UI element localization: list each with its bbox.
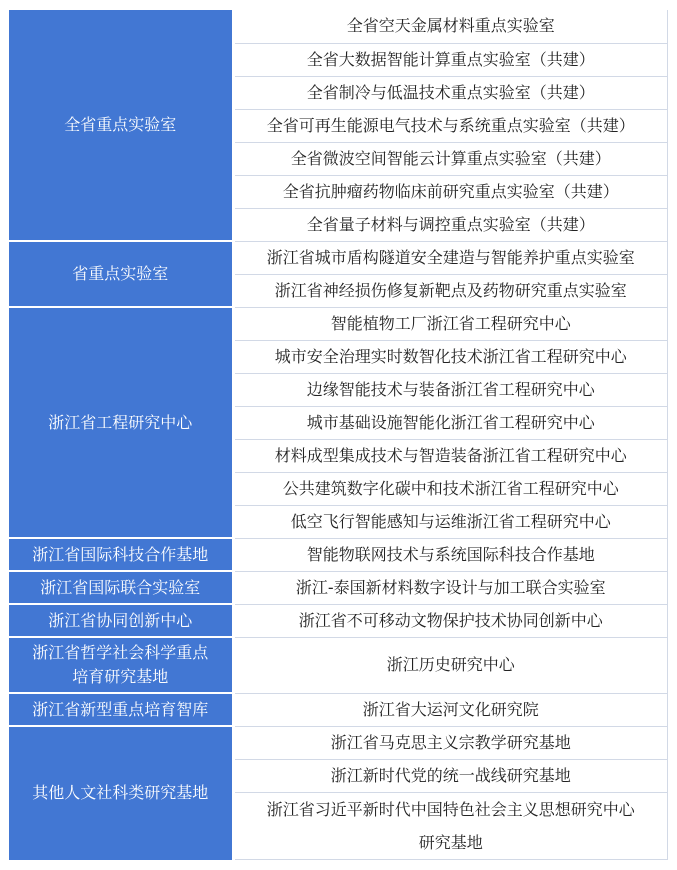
item-cell: 全省量子材料与调控重点实验室（共建） — [233, 208, 668, 241]
category-cell — [9, 637, 233, 693]
item-cell — [233, 792, 668, 859]
item-cell: 城市安全治理实时数智化技术浙江省工程研究中心 — [233, 340, 668, 373]
research-platform-table — [9, 10, 668, 860]
table-row — [9, 538, 668, 571]
item-cell: 浙江省神经损伤修复新靶点及药物研究重点实验室 — [233, 274, 668, 307]
item-cell: 全省制冷与低温技术重点实验室（共建） — [233, 76, 668, 109]
item-cell: 全省抗肿瘤药物临床前研究重点实验室（共建） — [233, 175, 668, 208]
category-cell: 全省重点实验室 — [9, 10, 233, 241]
item-cell: 全省微波空间智能云计算重点实验室（共建） — [233, 142, 668, 175]
item-cell: 浙江省大运河文化研究院 — [233, 693, 668, 726]
item-cell: 材料成型集成技术与智造装备浙江省工程研究中心 — [233, 439, 668, 472]
category-cell: 浙江省新型重点培育智库 — [9, 693, 233, 726]
table-row — [9, 241, 668, 274]
table-row — [9, 637, 668, 693]
item-cell: 浙江新时代党的统一战线研究基地 — [233, 759, 668, 792]
item-cell: 智能物联网技术与系统国际科技合作基地 — [233, 538, 668, 571]
item-cell: 浙江省城市盾构隧道安全建造与智能养护重点实验室 — [233, 241, 668, 274]
table-row — [9, 604, 668, 637]
item-cell: 全省大数据智能计算重点实验室（共建） — [233, 43, 668, 76]
category-cell: 省重点实验室 — [9, 241, 233, 307]
category-cell: 浙江省国际联合实验室 — [9, 571, 233, 604]
item-cell: 智能植物工厂浙江省工程研究中心 — [233, 307, 668, 340]
category-cell: 浙江省国际科技合作基地 — [9, 538, 233, 571]
item-cell: 低空飞行智能感知与运维浙江省工程研究中心 — [233, 505, 668, 538]
item-cell: 城市基础设施智能化浙江省工程研究中心 — [233, 406, 668, 439]
item-cell: 全省可再生能源电气技术与系统重点实验室（共建） — [233, 109, 668, 142]
table-row — [9, 307, 668, 340]
category-cell: 浙江省协同创新中心 — [9, 604, 233, 637]
item-cell: 浙江省不可移动文物保护技术协同创新中心 — [233, 604, 668, 637]
category-line: 培育研究基地 — [72, 667, 169, 686]
table-row — [9, 726, 668, 759]
item-cell: 浙江省马克思主义宗教学研究基地 — [233, 726, 668, 759]
item-cell: 边缘智能技术与装备浙江省工程研究中心 — [233, 373, 668, 406]
item-line: 研究基地 — [418, 832, 483, 852]
item-cell: 全省空天金属材料重点实验室 — [233, 10, 668, 43]
category-cell: 其他人文社科类研究基地 — [9, 726, 233, 859]
item-line: 浙江省习近平新时代中国特色社会主义思想研究中心 — [266, 799, 635, 819]
table-row — [9, 10, 668, 43]
table-row — [9, 693, 668, 726]
category-line: 浙江省哲学社会科学重点 — [32, 643, 209, 662]
category-cell: 浙江省工程研究中心 — [9, 307, 233, 538]
item-cell: 浙江-泰国新材料数字设计与加工联合实验室 — [233, 571, 668, 604]
item-cell: 浙江历史研究中心 — [233, 637, 668, 693]
item-cell: 公共建筑数字化碳中和技术浙江省工程研究中心 — [233, 472, 668, 505]
table-row — [9, 571, 668, 604]
